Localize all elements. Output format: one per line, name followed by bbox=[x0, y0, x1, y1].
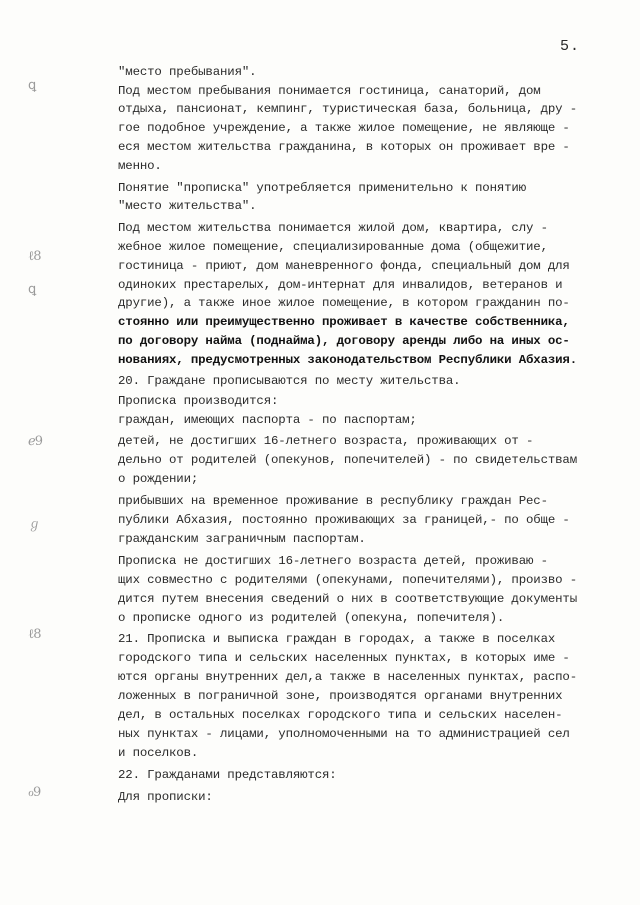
text-line: гражданским заграничным паспортам. bbox=[118, 532, 366, 546]
text-line: дельно от родителей (опекунов, попечителей) - по свидетельствам bbox=[118, 453, 577, 467]
margin-mark: ꝗ bbox=[28, 78, 36, 93]
margin-mark: ꝗ bbox=[28, 282, 36, 297]
text-line: жебное жилое помещение, специализированные дома (общежитие, bbox=[118, 240, 548, 254]
text-line: ных пунктах - лицами, уполномоченными на то администрацией сел bbox=[118, 727, 570, 741]
text-line: 20. Граждане прописываются по месту жительства. bbox=[118, 374, 461, 388]
text-line: Прописка не достигших 16-летнего возраста детей, проживаю - bbox=[118, 554, 548, 568]
text-line: Под местом пребывания понимается гостиница, санаторий, дом bbox=[118, 84, 541, 98]
text-line: ются органы внутренних дел,а также в населенных пунктах, распо- bbox=[118, 670, 577, 684]
text-line: Под местом жительства понимается жилой дом, квартира, слу - bbox=[118, 221, 548, 235]
text-line: "место жительства". bbox=[118, 199, 257, 213]
text-line: публики Абхазия, постоянно проживающих за границей,- по обще - bbox=[118, 513, 570, 527]
text-line: городского типа и сельских населенных пунктах, в которых име - bbox=[118, 651, 570, 665]
page-number: 5. bbox=[559, 38, 580, 55]
text-line: ложенных в пограничной зоне, производятся органами внутренних bbox=[118, 689, 563, 703]
text-line: щих совместно с родителями (опекунами, попечителями), произво - bbox=[118, 573, 577, 587]
text-line: еся местом жительства гражданина, в которых он проживает вре - bbox=[118, 140, 570, 154]
text-line: другие), а также иное жилое помещение, в котором гражданин по- bbox=[118, 296, 570, 310]
text-line: о рождении; bbox=[118, 472, 199, 486]
text-line: гостиница - приют, дом маневренного фонда, специальный дом для bbox=[118, 259, 570, 273]
text-line: детей, не достигших 16-летнего возраста, проживающих от - bbox=[118, 434, 534, 448]
text-line: Прописка производится: bbox=[118, 394, 279, 408]
text-line: Понятие "прописка" употребляется применительно к понятию bbox=[118, 181, 526, 195]
margin-mark: ℯ9 bbox=[28, 434, 42, 449]
text-line: дел, в остальных поселках городского типа и сельских населен- bbox=[118, 708, 563, 722]
text-line: "место пребывания". bbox=[118, 65, 257, 79]
margin-mark: ℓ8 bbox=[28, 249, 41, 264]
text-line: и поселков. bbox=[118, 746, 199, 760]
text-line: 21. Прописка и выписка граждан в городах, а также в поселках bbox=[118, 632, 556, 646]
text-line: по договору найма (поднайма), договору аренды либо на иных ос- bbox=[118, 334, 570, 348]
margin-mark: ℓ8 bbox=[28, 627, 41, 642]
text-line: отдыха, пансионат, кемпинг, туристическая база, больница, дру - bbox=[118, 102, 577, 116]
text-line: менно. bbox=[118, 159, 162, 173]
text-line: прибывших на временное проживание в республику граждан Рес- bbox=[118, 494, 548, 508]
text-line: 22. Гражданами представляются: bbox=[118, 768, 337, 782]
text-line: Для прописки: bbox=[118, 790, 213, 804]
margin-mark: ℴ9 bbox=[28, 785, 41, 800]
text-line: одиноких престарелых, дом-интернат для инвалидов, ветеранов и bbox=[118, 278, 563, 292]
text-line: граждан, имеющих паспорта - по паспортам; bbox=[118, 413, 417, 427]
text-line: стоянно или преимущественно проживает в качестве собственника, bbox=[118, 315, 570, 329]
text-line: дится путем внесения сведений о них в соответствующие документы bbox=[118, 592, 577, 606]
text-line: гое подобное учреждение, а также жилое помещение, не являюще - bbox=[118, 121, 570, 135]
text-line: о прописке одного из родителей (опекуна, попечителя). bbox=[118, 611, 505, 625]
margin-mark: ℊ bbox=[28, 517, 41, 532]
text-line: нованиях, предусмотренных законодательством Республики Абхазия. bbox=[118, 353, 577, 367]
